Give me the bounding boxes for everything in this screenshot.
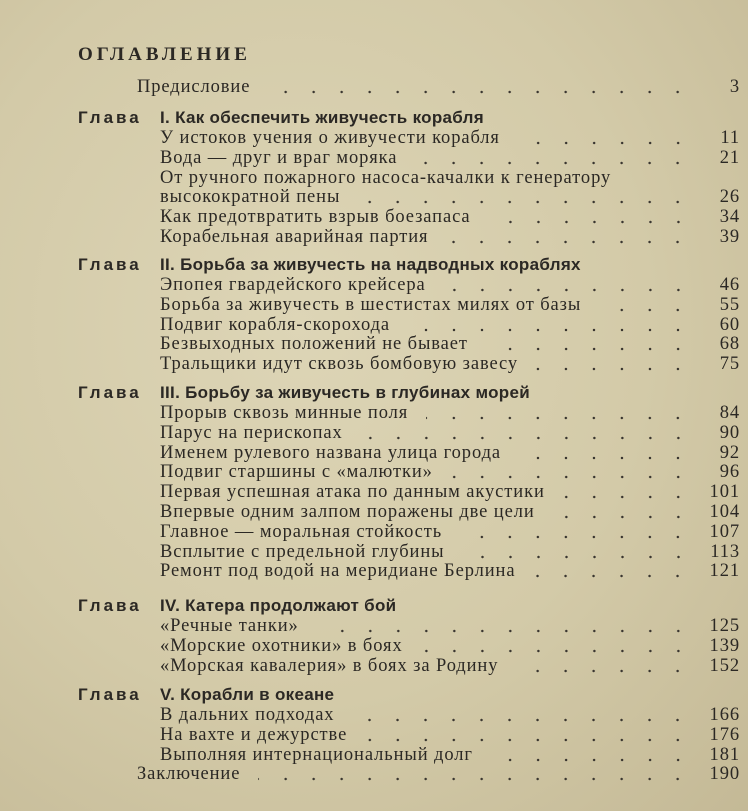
page-number: 125 [709, 616, 740, 636]
page-number: 139 [709, 635, 740, 656]
chapter-title: III. Борьбу за живучесть в глубинах морей [160, 383, 530, 402]
dot-leader [361, 436, 692, 440]
dot-leader [421, 649, 692, 653]
dot-leader [258, 777, 692, 781]
chapter-title: IV. Катера продолжают бой [160, 596, 397, 615]
dot-leader [268, 90, 692, 94]
entry-title: Всплытие с предельной глубины [160, 541, 445, 562]
entry-title: «Морские охотники» в боях [160, 635, 403, 656]
toc-entry [0, 482, 740, 502]
page-number: 46 [719, 275, 740, 295]
dot-leader [518, 141, 692, 145]
toc-entry [0, 227, 740, 247]
toc-entry [0, 148, 740, 168]
dot-leader [599, 308, 692, 312]
toc-entry [0, 315, 740, 335]
dot-leader [536, 367, 692, 371]
toc-entry [0, 207, 740, 227]
dot-leader [519, 456, 692, 460]
dot-leader [358, 200, 692, 204]
page-number: 68 [719, 334, 740, 355]
entry-title: Эпопея гвардейского крейсера [160, 275, 426, 295]
page-number: 166 [709, 705, 740, 725]
toc-entry [0, 128, 740, 148]
entry-title: Подвиг корабля-скорохода [160, 314, 390, 335]
chapter-title: II. Борьба за живучесть на надводных кораблях [160, 255, 581, 274]
page-number: 121 [709, 561, 740, 582]
dot-leader [426, 416, 692, 420]
dot-leader [486, 347, 692, 351]
entry-title: «Речные танки» [160, 616, 299, 636]
toc-title: ОГЛАВЛЕНИЕ [78, 44, 251, 65]
dot-leader [415, 161, 692, 165]
entry-title: Первая успешная атака по данным акустики [160, 482, 545, 503]
chapter-label: Глава [78, 108, 142, 127]
page-number: 60 [719, 314, 740, 335]
entry-title: Как предотвратить взрыв боезапаса [160, 207, 471, 228]
entry-title: Подвиг старшины с «малютки» [160, 462, 433, 483]
page-number: 101 [709, 482, 740, 503]
toc-entry [0, 502, 740, 522]
toc-entry [0, 656, 740, 676]
entry-title: Парус на перископах [160, 422, 343, 443]
chapter-title: I. Как обеспечить живучесть корабля [160, 108, 484, 127]
entry-title: Ремонт под водой на меридиане Берлина [160, 561, 516, 582]
page-number: 96 [719, 462, 740, 483]
toc-entry [0, 334, 740, 354]
toc-entry [0, 725, 740, 745]
page-number: 90 [719, 422, 740, 443]
toc-entry [0, 705, 740, 725]
dot-leader [463, 555, 693, 559]
toc-entry [0, 542, 740, 562]
toc-entry [0, 522, 740, 542]
toc-entry-preface [0, 77, 740, 97]
page-number: 3 [729, 77, 740, 97]
entry-title: Прорыв сквозь минные поля [160, 403, 409, 423]
toc-entry [0, 561, 740, 581]
chapter-heading [0, 596, 740, 616]
toc-entry [0, 187, 740, 207]
page-number: 55 [719, 294, 740, 315]
entry-title: Заключение [137, 764, 241, 784]
entry-title: Предисловие [137, 77, 251, 97]
toc-entry [0, 275, 740, 295]
toc-entry [0, 295, 740, 315]
dot-leader [533, 574, 692, 578]
page-number: 84 [719, 403, 740, 423]
page-number: 113 [710, 541, 740, 562]
chapter-title: V. Корабли в океане [160, 685, 335, 704]
entry-title: Корабельная аварийная партия [160, 227, 429, 247]
dot-leader [317, 629, 692, 633]
page-number: 39 [719, 227, 740, 247]
entry-title: На вахте и дежурстве [160, 724, 348, 745]
entry-title: Впервые одним залпом поражены две цели [160, 502, 535, 522]
dot-leader [408, 328, 692, 332]
toc-entry [0, 616, 740, 636]
toc-entry [0, 745, 740, 765]
dot-leader [516, 669, 692, 673]
chapter-label: Глава [78, 255, 142, 274]
page-number: 190 [709, 764, 740, 784]
dot-leader [352, 718, 692, 722]
page-number: 34 [719, 207, 740, 228]
entry-title: Тральщики идут сквозь бомбовую завесу [160, 354, 519, 375]
toc-entry [0, 403, 740, 423]
page-number: 176 [709, 724, 740, 745]
chapter-label: Глава [78, 383, 142, 402]
entry-title: Борьба за живучесть в шестистах милях от базы [160, 294, 582, 315]
entry-title: Главное — моральная стойкость [160, 521, 443, 542]
page-number: 11 [720, 128, 740, 148]
dot-leader [444, 288, 692, 292]
toc-entry [0, 462, 740, 482]
entry-title: «Морская кавалерия» в боях за Родину [160, 655, 499, 676]
dot-leader [563, 495, 692, 499]
dot-leader [365, 738, 692, 742]
page-number: 104 [709, 502, 740, 522]
toc-entry [0, 443, 740, 463]
chapter-heading [0, 255, 740, 275]
page-number: 107 [709, 521, 740, 542]
dot-leader [489, 220, 692, 224]
entry-title: Безвыходных положений не бывает [160, 334, 468, 355]
entry-title: У истоков учения о живучести корабля [160, 128, 500, 148]
toc-entry [0, 636, 740, 656]
page-number: 152 [709, 655, 740, 676]
dot-leader [446, 240, 692, 244]
dot-leader [553, 515, 692, 519]
page-number: 26 [719, 187, 740, 208]
page-number: 21 [719, 147, 740, 168]
chapter-label: Глава [78, 685, 142, 704]
dot-leader [491, 758, 692, 762]
entry-title: Именем рулевого названа улица города [160, 442, 502, 463]
chapter-heading [0, 108, 740, 128]
entry-title: Выполняя интернациональный долг [160, 744, 473, 765]
entry-title: В дальних подходах [160, 705, 335, 725]
toc-entry [0, 354, 740, 374]
toc-entry [0, 423, 740, 443]
entry-title: От ручного пожарного насоса-качалки к генератору [160, 167, 612, 188]
dot-leader [451, 475, 692, 479]
chapter-heading [0, 685, 740, 705]
page-number: 181 [709, 744, 740, 765]
page-number: 75 [719, 354, 740, 375]
chapter-heading [0, 383, 740, 403]
toc-entry [0, 168, 740, 188]
toc-entry-conclusion [0, 764, 740, 784]
dot-leader [460, 535, 692, 539]
chapter-label: Глава [78, 596, 142, 615]
entry-title: Вода — друг и враг моряка [160, 147, 398, 168]
entry-title: высокократной пены [160, 187, 341, 208]
page-number: 92 [719, 442, 740, 463]
